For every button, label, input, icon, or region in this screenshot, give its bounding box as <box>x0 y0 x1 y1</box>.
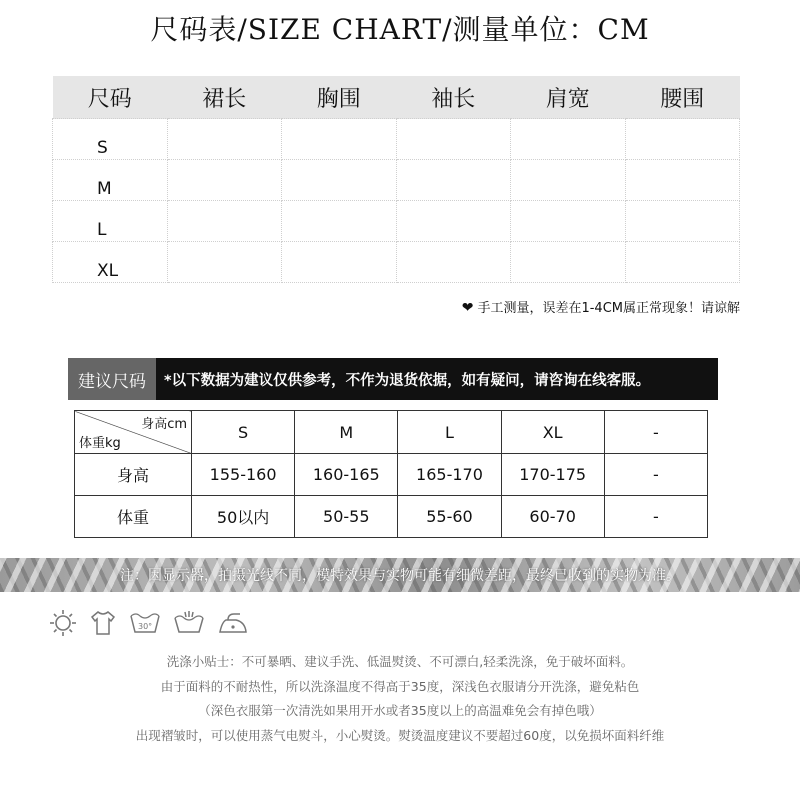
shirt-icon <box>88 608 118 638</box>
weight-value: 60-70 <box>501 496 604 538</box>
measure-note-text: 手工测量，误差在1-4CM属正常现象！请谅解 <box>477 301 740 316</box>
col-size: L <box>398 411 501 454</box>
wash-30-icon <box>128 608 162 638</box>
height-value: 170-175 <box>501 454 604 496</box>
size-label: XL <box>53 242 168 283</box>
page-title: 尺码表/SIZE CHART/测量单位：CM <box>150 13 650 46</box>
header-waist: 腰围 <box>625 76 740 119</box>
sun-icon <box>48 608 78 638</box>
height-row <box>75 454 708 496</box>
size-row-l <box>53 201 740 242</box>
care-line: 出现褶皱时，可以使用蒸气电熨斗，小心熨烫。熨烫温度建议不要超过60度，以免损坏面料纤维 <box>135 727 665 743</box>
hand-wash-icon <box>172 608 206 638</box>
height-value: 155-160 <box>192 454 295 496</box>
care-line: 洗涤小贴士：不可暴晒、建议手洗、低温熨烫、不可漂白,轻柔洗涤，免于破坏面料。 <box>166 654 634 669</box>
recommend-note: *以下数据为建议仅供参考，不作为退货依据，如有疑问，请咨询在线客服。 <box>164 372 651 389</box>
weight-value: 50-55 <box>295 496 398 538</box>
col-size: - <box>604 411 707 454</box>
col-size: S <box>192 411 295 454</box>
height-value: - <box>604 454 707 496</box>
size-chart-table <box>52 76 740 283</box>
header-skirt-length: 裙长 <box>167 76 282 119</box>
size-label: S <box>53 119 168 160</box>
disclaimer-banner <box>0 558 800 592</box>
header-shoulder: 肩宽 <box>511 76 626 119</box>
weight-value: 55-60 <box>398 496 501 538</box>
height-value: 165-170 <box>398 454 501 496</box>
recommend-table <box>74 410 708 538</box>
weight-value: - <box>604 496 707 538</box>
header-size: 尺码 <box>53 76 168 119</box>
size-label: L <box>53 201 168 242</box>
header-bust: 胸围 <box>282 76 397 119</box>
corner-weight-label: 体重kg <box>79 436 121 451</box>
care-icons <box>48 608 250 638</box>
size-chart-header <box>53 76 740 119</box>
size-label: M <box>53 160 168 201</box>
measure-note <box>462 297 740 316</box>
recommend-tag: 建议尺码 <box>68 358 156 400</box>
weight-value: 50以内 <box>192 496 295 538</box>
height-value: 160-165 <box>295 454 398 496</box>
heart-icon: ❤ <box>461 300 474 316</box>
care-line: 由于面料的不耐热性，所以洗涤温度不得高于35度，深浅色衣服请分开洗涤，避免粘色 <box>160 678 640 694</box>
care-line: （深色衣服第一次清洗如果用开水或者35度以上的高温难免会有掉色哦） <box>198 703 602 718</box>
corner-height-label: 身高cm <box>141 417 187 432</box>
weight-label: 体重 <box>75 496 192 538</box>
size-row-m <box>53 160 740 201</box>
weight-row <box>75 496 708 538</box>
size-row-xl <box>53 242 740 283</box>
care-tips <box>0 650 800 748</box>
size-row-s <box>53 119 740 160</box>
iron-icon <box>216 608 250 638</box>
height-label: 身高 <box>75 454 192 496</box>
header-sleeve: 袖长 <box>396 76 511 119</box>
corner-cell <box>75 411 192 454</box>
wash-temp-label: 30° <box>138 622 153 631</box>
recommend-banner <box>68 358 718 400</box>
col-size: M <box>295 411 398 454</box>
disclaimer-text: 注：因显示器，拍摄光线不同，模特效果与实物可能有细微差距，最终已收到的实物为准。 <box>120 568 680 584</box>
recommend-header-row <box>75 411 708 454</box>
col-size: XL <box>501 411 604 454</box>
